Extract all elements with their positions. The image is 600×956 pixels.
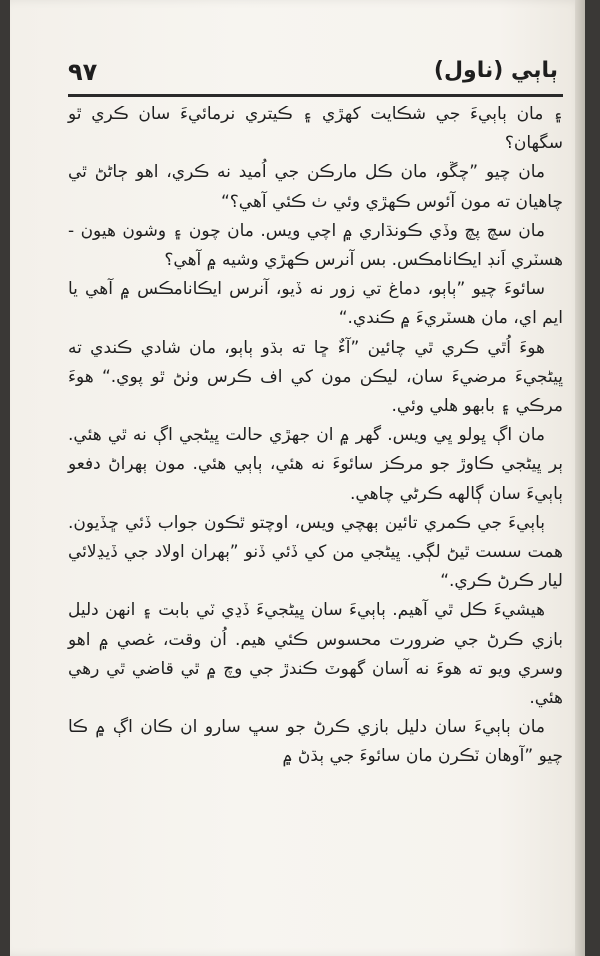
page-header — [68, 58, 558, 92]
page-gutter — [575, 0, 585, 956]
paragraph: سائوءَ چيو ”ٻاٻو، دماغ تي زور نه ڏيو، آنرس ايڪانامڪس ۾ آهي يا ايم اي، مان هسٽريءَ ۾ ڪندي.“ — [68, 279, 563, 329]
paragraph: مان اڳ ڀولو ڀي ويس. گهر ۾ ان جهڙي حالت ڀيڻجي اڳ نه ٿي هئي. ٻر ڀيڻجي ڪاوڙ جو مرڪز سائوءَ نه هئي، ٻاٻي هئي. مون ٻهراڻ دفعو ٻاٻيءَ سان ڳالهه ڪرڻي چاهي. — [68, 425, 563, 504]
paragraph: مان چيو ”چڱو، مان ڪل مارڪن جي اُميد نه ڪري، اهو ڄاڻڻ ٿي چاهيان ته مون آئوس ڪهڙي وئي ٺ ڪئي آهي؟“ — [68, 162, 563, 212]
header-rule — [68, 94, 563, 97]
paragraph: مان سچ پچ وڏي ڪونڌاري ۾ اچي ويس. مان چون ۽ وشون هيون - هسٽري اَنڊ ايڪانامڪس. بس آنرس ڪهڙي وشيه ۾ آهي؟ — [68, 220, 563, 271]
paragraph: ٻاٻيءَ جي ڪمري تائين ٻهچي ويس، اوچتو ٿڪون جواب ڏئي ڇڏيون. همت سست ٿيڻ لڳي. ڀيڻجي من کي ڏئي ڏنو ”ٻهران اولاد جي ڏيڍلائي ليار ڪرڻ ڪري.“ — [68, 512, 563, 592]
paragraph: مان ٻاٻيءَ سان دليل بازي ڪرڻ جو سڀ سارو ان ڪان اڳ ۾ ڪا چيو ”آوهان ٽڪرن مان سائوءَ جي ٻڌڻ ۾ — [68, 717, 563, 767]
paragraph: ۽ مان ٻاٻيءَ جي شڪايت کهڙي ۽ ڪيتري نرمائيءَ سان ڪري ٿو سگهان؟ — [68, 104, 563, 154]
book-page — [10, 0, 585, 956]
page-number: ٩٧ — [68, 58, 98, 86]
body-text — [68, 100, 563, 772]
running-title: ٻاٻي (ناول) — [433, 58, 558, 83]
paragraph: هوءَ اُٿي ڪري ٿي چائين ”آءٌ ڇا ته بڌو ٻاٻو، مان شادي ڪندي ته ڀيڻجيءَ مرضيءَ سان، ليڪن مون کي اف ڪرس وٺڻ ٿو پوي.“ هوءَ مرڪي ۽ بابهو هلي وئي. — [68, 337, 563, 417]
paragraph: هيشيءَ ڪل ٿي آهيم. ٻاٻيءَ سان ڀيڻجيءَ ڏڍي ٽي بابت ۽ انهن دليل بازي ڪرڻ جي ضرورت محسوس ڪئي هيم. اُن وقت، غصي ۾ اهو وسري ويو ته هوءَ نه آسان گهوٽ ڪندڙ جي وچ ۾ ٿي قاضي ٿي رهي هئي. — [68, 600, 563, 709]
